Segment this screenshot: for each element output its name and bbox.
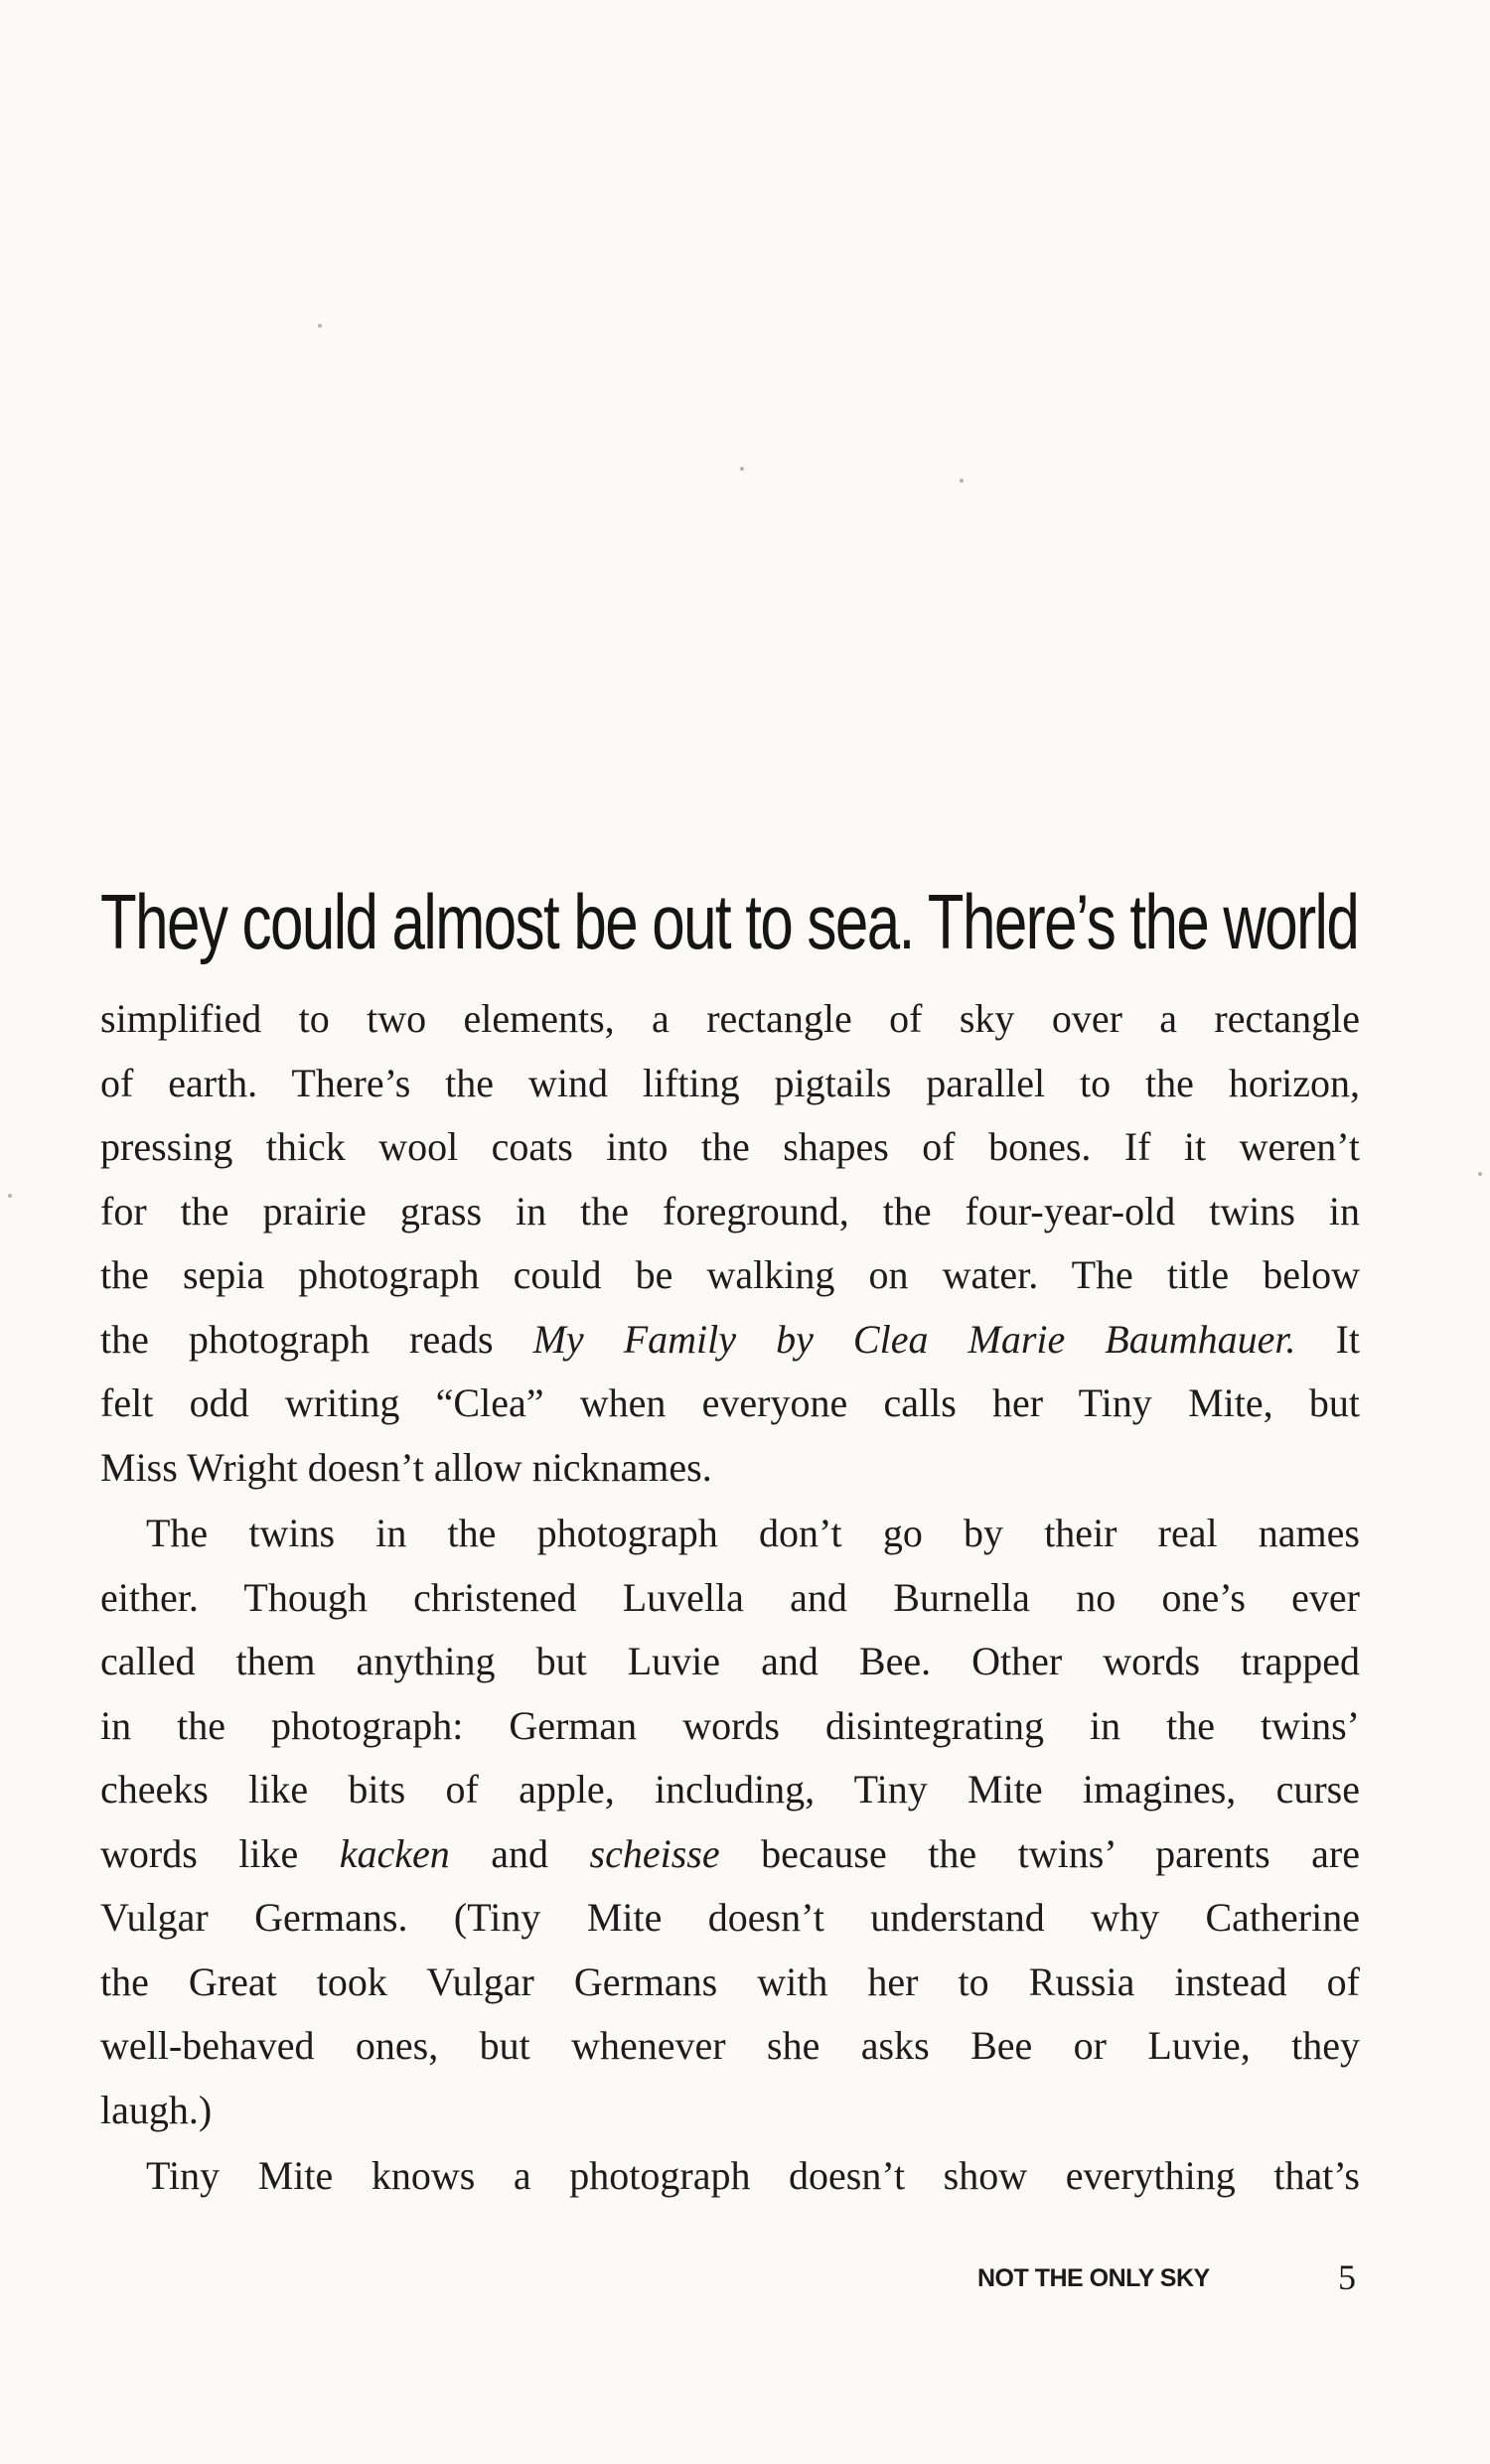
text-line: cheeks like bits of apple, including, Tiny Mite imagines, curse xyxy=(100,1767,1360,1812)
chapter-opening-line: They could almost be out to sea. There’s the world xyxy=(100,878,1359,965)
page-number: 5 xyxy=(1338,2257,1356,2297)
text-line: Tiny Mite knows a photograph doesn’t show everything that’s xyxy=(146,2153,1360,2198)
paragraph-2 xyxy=(100,1502,1360,2142)
paragraph-3 xyxy=(100,2144,1360,2209)
text-line: well-behaved ones, but whenever she asks Bee or Luvie, they xyxy=(100,2023,1360,2068)
paper-speck xyxy=(318,324,322,328)
text-line: the sepia photograph could be walking on water. The title below xyxy=(100,1252,1360,1297)
text-line: The twins in the photograph don’t go by their real names xyxy=(146,1511,1360,1555)
text-line: either. Though christened Luvella and Burnella no one’s ever xyxy=(100,1574,1360,1620)
paper-speck xyxy=(8,1194,12,1198)
text-line: of earth. There’s the wind lifting pigtails parallel to the horizon, xyxy=(100,1060,1360,1105)
text-line: in the photograph: German words disintegrating in the twins’ xyxy=(100,1702,1360,1748)
paper-speck xyxy=(960,479,964,483)
text-line xyxy=(100,1822,1360,1887)
italic-title: My Family by Clea Marie Baumhauer. xyxy=(532,1316,1296,1362)
text-line: simplified to two elements, a rectangle of sky over a rectangle xyxy=(100,996,1360,1041)
text-line xyxy=(100,1308,1360,1373)
text-segment: words like xyxy=(100,1830,340,1876)
text-line: laugh.) xyxy=(100,2087,213,2132)
text-segment: It xyxy=(1295,1316,1361,1362)
text-line: Vulgar Germans. (Tiny Mite doesn’t understand why Catherine xyxy=(100,1895,1360,1940)
running-footer-title: NOT THE ONLY SKY xyxy=(977,2264,1210,2292)
text-line: for the prairie grass in the foreground, the four-year-old twins in xyxy=(100,1188,1360,1233)
text-line: the Great took Vulgar Germans with her to Russia instead of xyxy=(100,1958,1360,2004)
italic-word: scheisse xyxy=(589,1830,720,1876)
text-segment: and xyxy=(449,1830,590,1876)
text-segment: the photograph reads xyxy=(100,1316,533,1362)
paper-speck xyxy=(1478,1172,1482,1176)
paper-speck xyxy=(740,467,744,471)
text-segment: because the twins’ parents are xyxy=(719,1830,1360,1876)
paragraph-1 xyxy=(100,987,1360,1500)
text-line: called them anything but Luvie and Bee. Other words trapped xyxy=(100,1639,1360,1683)
italic-word: kacken xyxy=(339,1830,450,1876)
text-line: Miss Wright doesn’t allow nicknames. xyxy=(100,1444,712,1490)
text-line: pressing thick wool coats into the shapes of bones. If it weren’t xyxy=(100,1124,1360,1169)
text-line: felt odd writing “Clea” when everyone calls her Tiny Mite, but xyxy=(100,1380,1360,1425)
